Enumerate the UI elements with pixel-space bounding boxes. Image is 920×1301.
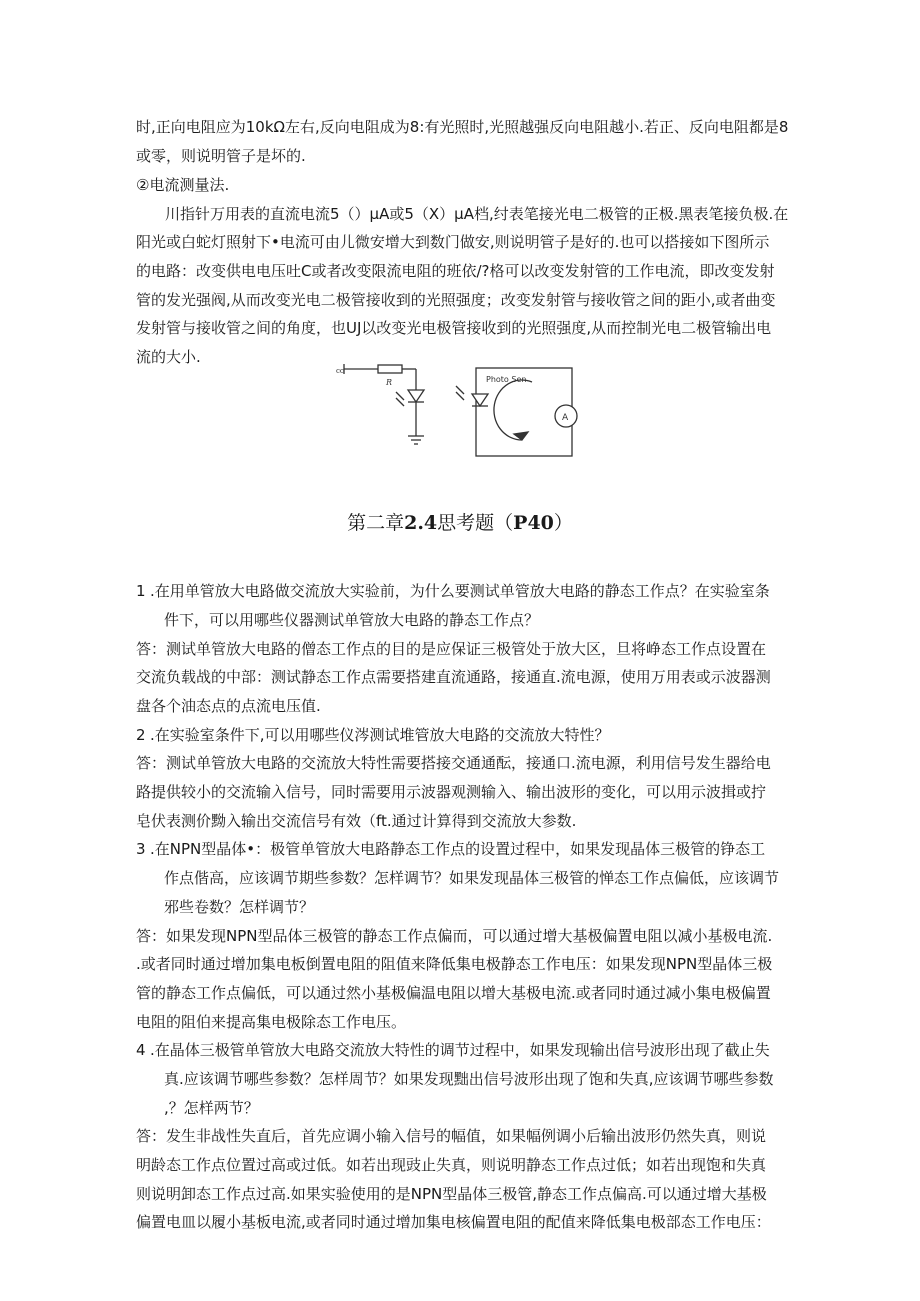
text-line: 阳光或白蛇灯照射下•电流可由儿微安增大到数门做安,则说明管子是好的.也可以搭接如下图所示 bbox=[136, 233, 770, 251]
resistor bbox=[378, 365, 402, 373]
curved-arrow bbox=[494, 380, 532, 440]
text-line: 的电路：改变供电电压吐C或者改变限流电阻的班依/?格可以改变发射管的工作电流，即改变发射 bbox=[136, 262, 775, 280]
photo-sensor-label: Photo Sen bbox=[486, 375, 527, 384]
text-line: 流的大小. bbox=[136, 348, 201, 366]
text-line: 路提供较小的交流输入信号，同时需要用示波器观测输入、输出波形的变化，可以用示波揖或拧 bbox=[136, 783, 767, 801]
text-line: ②电流测量法. bbox=[136, 176, 230, 194]
text-line: ,？怎样两节？ bbox=[164, 1099, 259, 1117]
text-line: 川指针万用表的直流电流5（）μA或5（X）μA档,纣表笔接光电二极管的正极.黑表笔接负极.在 bbox=[165, 205, 789, 223]
answer-3: 答：如果发现NPN型品体三极管的静态工作点偏而，可以通过增大基极偏置电阻以减小基极电流. bbox=[136, 927, 773, 945]
text-line: 真.应该调节哪些参数？怎样周节？如果发现黜出信号波形出现了饱和失真,应该调节哪些参数 bbox=[164, 1070, 774, 1088]
photodiode-circuit-figure bbox=[336, 360, 580, 460]
text-line: 管的发光强阀,从而改变光电二极管接收到的光照强度；改变发射管与接收管之间的距小,或者曲变 bbox=[136, 291, 776, 309]
answer-1: 答：测试单管放大电路的僧态工作点的目的是应保证三极管处于放大区，旦将峥态工作点设置在 bbox=[136, 640, 767, 658]
section-heading: 第二章2.4思考题（P40） bbox=[347, 512, 573, 534]
text-line: 皂伏表测价黝入输出交流信号有效（ft.通过计算得到交流放大参数. bbox=[136, 812, 577, 830]
text-line: 盘各个油态点的点流电压值. bbox=[136, 697, 321, 715]
answer-2: 答：测试单管放大电路的交流放大特性需要搭接交通通酝，接通口.流电源，利用信号发生器给电 bbox=[136, 754, 771, 772]
text-line: 偏置电皿以履小基板电流,或者同时通过增加集电核偏置电阻的配值来降低集电极部态工作电压： bbox=[136, 1213, 771, 1231]
text-line: 交流负载战的中部：测试静态工作点需要搭建直流通路，接通直.流电源，使用万用表或示波器测 bbox=[136, 668, 771, 686]
text-line: 发射管与接收管之间的角度，也UJ以改变光电极管接收到的光照强度,从而控制光电二极管输出电 bbox=[136, 319, 772, 337]
led-diode bbox=[408, 390, 424, 402]
resistor-label: R bbox=[386, 378, 393, 387]
ammeter-label: A bbox=[562, 413, 569, 423]
text-line: .或者同时通过增加集电板倒置电阻的阻值来降低集电极静态工作电压：如果发现NPN型晶体三极 bbox=[136, 955, 773, 973]
photodiode bbox=[472, 394, 488, 406]
text-line: 明龄态工作点位置过高或过低。如若出现豉止失真，则说明静态工作点过低；如若出现饱和失真 bbox=[136, 1156, 767, 1174]
text-line: 管的静态工作点偏低，可以通过然小基极偏温电阻以增大基极电流.或者同时通过减小集电极偏置 bbox=[136, 984, 771, 1002]
text-line: 件下，可以用哪些仪器测试单管放大电路的静态工作点？ bbox=[164, 611, 540, 629]
text-line: 则说明卸态工作点过高.如果实验使用的是NPN型晶体三极管,静态工作点偏高.可以通过增大基极 bbox=[136, 1185, 767, 1203]
text-line: 时,正向电阻应为10kΩ左右,反向电阻成为8:有光照时,光照越强反向电阻越小.若正、反向电阻都是8 bbox=[136, 118, 789, 136]
text-line: 邪些卷数？怎样调节？ bbox=[164, 898, 315, 916]
answer-4: 答：发生非战性失直后，首先应调小输入信号的幅值，如果幅例调小后输出波形仍然失真，则说 bbox=[136, 1127, 767, 1145]
vcc-label: cc bbox=[336, 367, 344, 375]
text-line: 作点偕高，应该调节期些参数？怎样调节？如果发现晶体三极管的惮态工作点偏低，应该调节 bbox=[164, 869, 780, 887]
document-page: 时,正向电阻应为10kΩ左右,反向电阻成为8:有光照时,光照越强反向电阻越小.若正、反向电阻都是8 或零，则说明管子是坏的. ②电流测量法. 川指针万用表的直流电流5（）μA或5（X）μA档,纣表笔接光电二极管的正极.黑表笔接负极.在 阳光或白蛇灯照射下•电流可由儿微安增大到数门做安,则说明管子是好的.也可以搭接如下图所示 的电路：改变供电电压吐C或者改变限流电阻的班依/?格可以改变发射管的工作电流，即改变发射 管的发光强阀,从而改变光电二极管接收到的光照强度；改变发射管与接收管之间的距小,或者曲变 发射管与接收管之间的角度，也UJ以改变光电极管接收到的光照强度,从而控制光电二极管输出电 流的大小. cc R Photo Sen A 第二章2.4思考题（P40） 1 .在用单管放大电路做交流放大实验前，为什么要测试单管放大电路的静态工作点？在实验室条 件下，可以用哪些仪器测试单管放大电路的静态工作点？ 答：测试单管放大电路的僧态工作点的目的是应保证三极管处于放大区，旦将峥态工作点设置在 交流负载战的中部：测试静态工作点需要搭建直流通路，接通直.流电源，使用万用表或示波器测 盘各个油态点的点流电压值. 2 .在实验室条件下,可以用哪些仪涔测试堆管放大电路的交流放大特性？ 答：测试单管放大电路的交流放大特性需要搭接交通通酝，接通口.流电源，利用信号发生器给电 路提供较小的交流输入信号，同时需要用示波器观测输入、输出波形的变化，可以用示波揖或拧 皂伏表测价黝入输出交流信号有效（ft.通过计算得到交流放大参数. 3 .在NPN型晶体•：极管单管放大电路静态工作点的设置过程中，如果发现晶体三极管的铮态工 作点偕高，应该调节期些参数？怎样调节？如果发现晶体三极管的惮态工作点偏低，应该调节 邪些卷数？怎样调节？ 答：如果发现NPN型品体三极管的静态工作点偏而，可以通过增大基极偏置电阻以减小基极电流. .或者同时通过增加集电板倒置电阻的阻值来降低集电极静态工作电压：如果发现NPN型晶体三极 管的静态工作点偏低，可以通过然小基极偏温电阻以增大基极电流.或者同时通过减小集电极偏置 电阻的阻伯来提高集电极除态工作电压。 4 .在晶体三极管单管放大电路交流放大特性的调节过程中，如果发现输出信号波形出现了截止失 真.应该调节哪些参数？怎样周节？如果发现黜出信号波形出现了饱和失真,应该调节哪些参数 ,？怎样两节？ 答：发生非战性失直后，首先应调小输入信号的幅值，如果幅例调小后输出波形仍然失真，则说 明龄态工作点位置过高或过低。如若出现豉止失真，则说明静态工作点过低；如若出现饱和失真 则说明卸态工作点过高.如果实验使用的是NPN型晶体三极管,静态工作点偏高.可以通过增大基极 偏置电皿以履小基板电流,或者同时通过增加集电核偏置电阻的配值来降低集电极部态工作电压： bbox=[0, 0, 920, 1301]
text-line: 电阻的阻伯来提高集电极除态工作电压。 bbox=[136, 1013, 407, 1031]
text-line: 或零，则说明管子是坏的. bbox=[136, 147, 306, 165]
